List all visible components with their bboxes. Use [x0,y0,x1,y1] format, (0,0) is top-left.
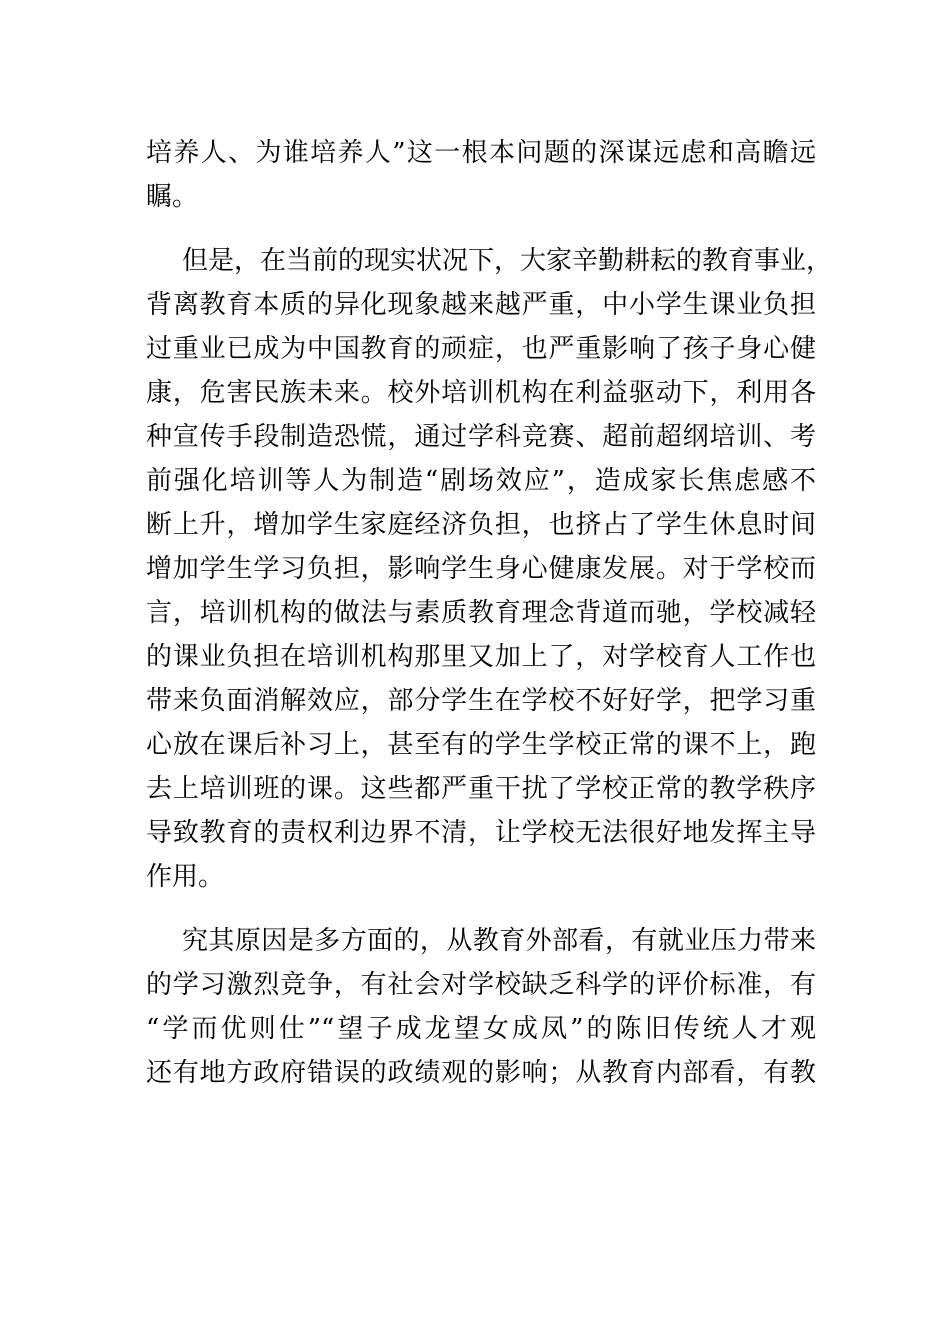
text-line: 瞩。 [146,182,199,212]
text-line: 的学习激烈竞争，有社会对学校缺乏科学的评价标准，有 [146,970,816,1000]
text-line: 去上培训班的课。这些都严重干扰了学校正常的教学秩序 [146,774,816,804]
text-line: 言，培训机构的做法与素质教育理念背道而驰，学校减轻 [146,598,816,628]
text-line: 究其原因是多方面的，从教育外部看，有就业压力带来 [182,926,816,956]
text-line: 作用。 [146,862,225,892]
text-line: 增加学生学习负担，影响学生身心健康发展。对于学校而 [146,554,816,584]
text-line: 过重业已成为中国教育的顽症，也严重影响了孩子身心健 [146,334,816,364]
text-line: 培养人、为谁培养人”这一根本问题的深谋远虑和高瞻远 [146,138,816,168]
text-line: 前强化培训等人为制造“剧场效应”，造成家长焦虑感不 [146,466,816,496]
document-body [146,131,833,1095]
text-line: 背离教育本质的异化现象越来越严重，中小学生课业负担 [146,290,816,320]
text-line: 的课业负担在培训机构那里又加上了，对学校育人工作也 [146,642,816,672]
paragraph-3 [146,919,816,1095]
text-line: 断上升，增加学生家庭经济负担，也挤占了学生休息时间 [146,510,816,540]
paragraph-2 [146,239,833,899]
text-line: 种宣传手段制造恐慌，通过学科竞赛、超前超纲培训、考 [146,422,816,452]
text-line: 康，危害民族未来。校外培训机构在利益驱动下，利用各 [146,378,816,408]
text-line: 带来负面消解效应，部分学生在学校不好好学，把学习重 [146,686,816,716]
text-line: 还有地方政府错误的政绩观的影响；从教育内部看，有教 [146,1058,816,1088]
text-line: 导致教育的责权利边界不清，让学校无法很好地发挥主导 [146,818,816,848]
text-line: 但是，在当前的现实状况下，大家辛勤耕耘的教育事业， [182,246,833,276]
paragraph-1 [146,131,816,219]
text-line: 心放在课后补习上，甚至有的学生学校正常的课不上，跑 [146,730,816,760]
text-line: “学而优则仕”“望子成龙望女成凤”的陈旧传统人才观 [146,1014,816,1044]
